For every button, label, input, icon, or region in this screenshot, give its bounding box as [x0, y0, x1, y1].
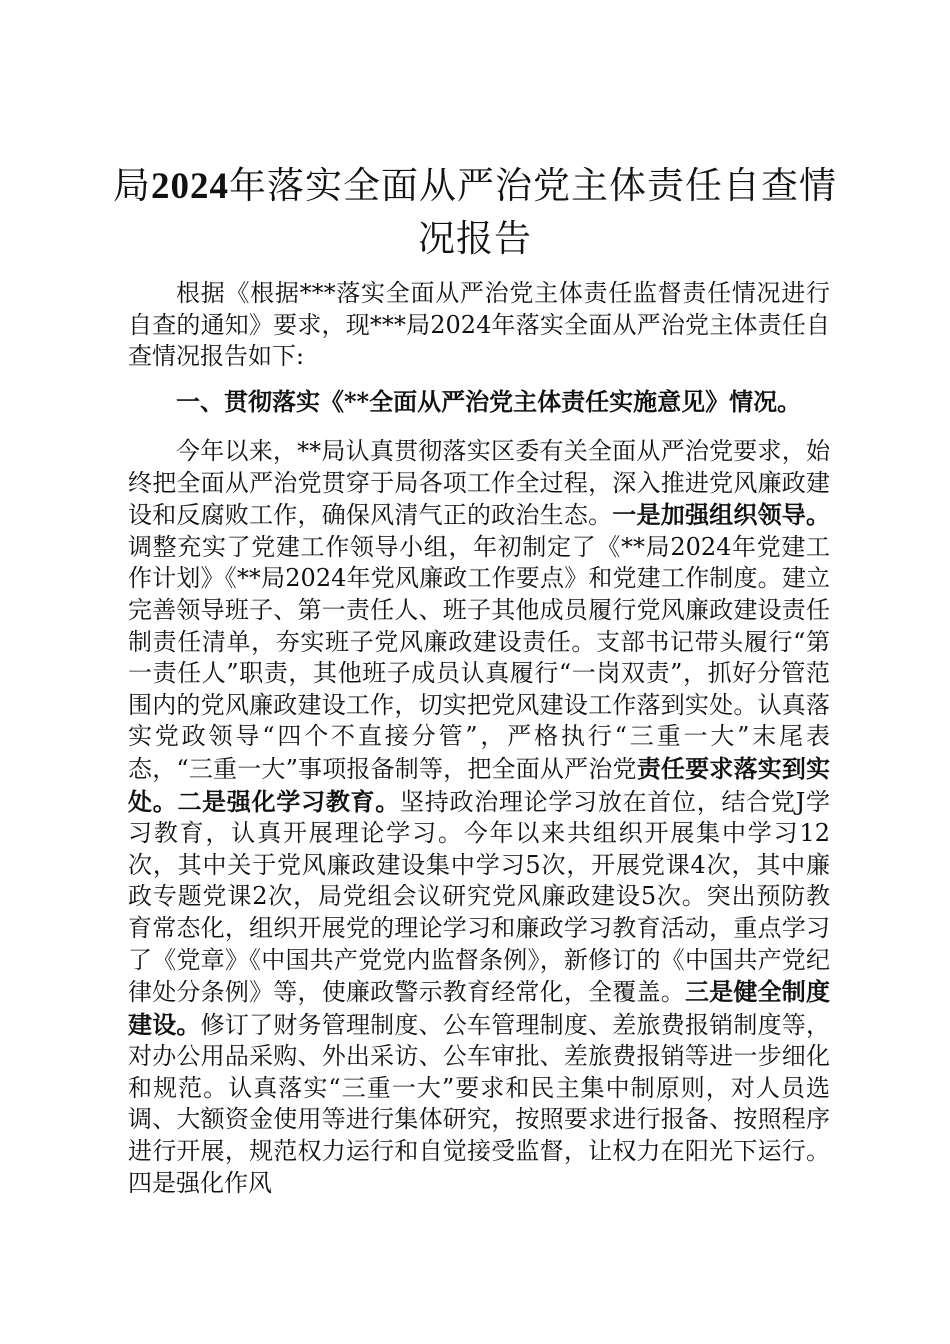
intro-paragraph: 根据《根据***落实全面从严治党主体责任监督责任情况进行自查的通知》要求，现***局2024年落实全面从严治党主体责任自查情况报告如下:: [128, 279, 830, 370]
document-title: [110, 160, 840, 265]
title-prefix: 局: [113, 164, 151, 207]
body-emphasis-3: 三是健全制度建设。: [128, 977, 831, 1039]
body-text-segment: 今年以来，**局认真贯彻落实区委有关全面从严治党要求，始终把全面从严治党贯穿于局各项工作全过程，深入推进党风廉政建设和反腐败工作，确保风清气正的政治生态。: [128, 437, 830, 530]
title-year: 2024: [151, 166, 229, 207]
body-text-segment: 修订了财务管理制度、公车管理制度、差旅费报销制度等，对办公用品采购、外出采访、公车审批、差旅费报销等进一步细化和规范。认真落实“三重一大”要求和民主集中制原则，对人员选调、大额资金使用等进行集体研究，按照要求进行报备、按照程序进行开展，规范权力运行和自觉接受监督，让权力在阳光下运行。四是强化作风: [128, 1010, 831, 1197]
body-paragraph: [128, 436, 830, 1199]
body-emphasis-1: 一是加强组织领导。: [612, 500, 831, 530]
title-suffix: 年落实全面从严治党主体责任自查情况报告: [229, 164, 837, 260]
body-text-segment: 调整充实了党建工作领导小组，年初制定了《**局2024年党建工作计划》《**局2024年党风廉政工作要点》和党建工作制度。建立完善领导班子、第一责任人、班子其他成员履行党风廉政建设责任制责任清单，夯实班子党风廉政建设责任。支部书记带头履行“第一责任人”职责，其他班子成员认真履行“一岗双责”，抓好分管范围内的党风廉政建设工作，切实把党风建设工作落到实处。认真落实党政领导“四个不直接分管”，严格执行“三重一大”末尾表态，“三重一大”事项报备制等，把全面从严治党: [128, 532, 830, 783]
body-text-segment: 坚持政治理论学习放在首位，结合党J学习教育，认真开展理论学习。今年以来共组织开展集中学习12次，其中关于党风廉政建设集中学习5次，开展党课4次，其中廉政专题党课2次，局党组会议研究党风廉政建设5次。突出预防教育常态化，组织开展党的理论学习和廉政学习教育活动，重点学习了《党章》《中国共产党党内监督条例》，新修订的《中国共产党纪律处分条例》等，使廉政警示教育经常化，全覆盖。: [128, 787, 831, 1007]
section-heading: 一、贯彻落实《**全面从严治党主体责任实施意见》情况。: [176, 387, 802, 416]
body-emphasis-2: 责任要求落实到实处。二是强化学习教育。: [128, 753, 831, 816]
